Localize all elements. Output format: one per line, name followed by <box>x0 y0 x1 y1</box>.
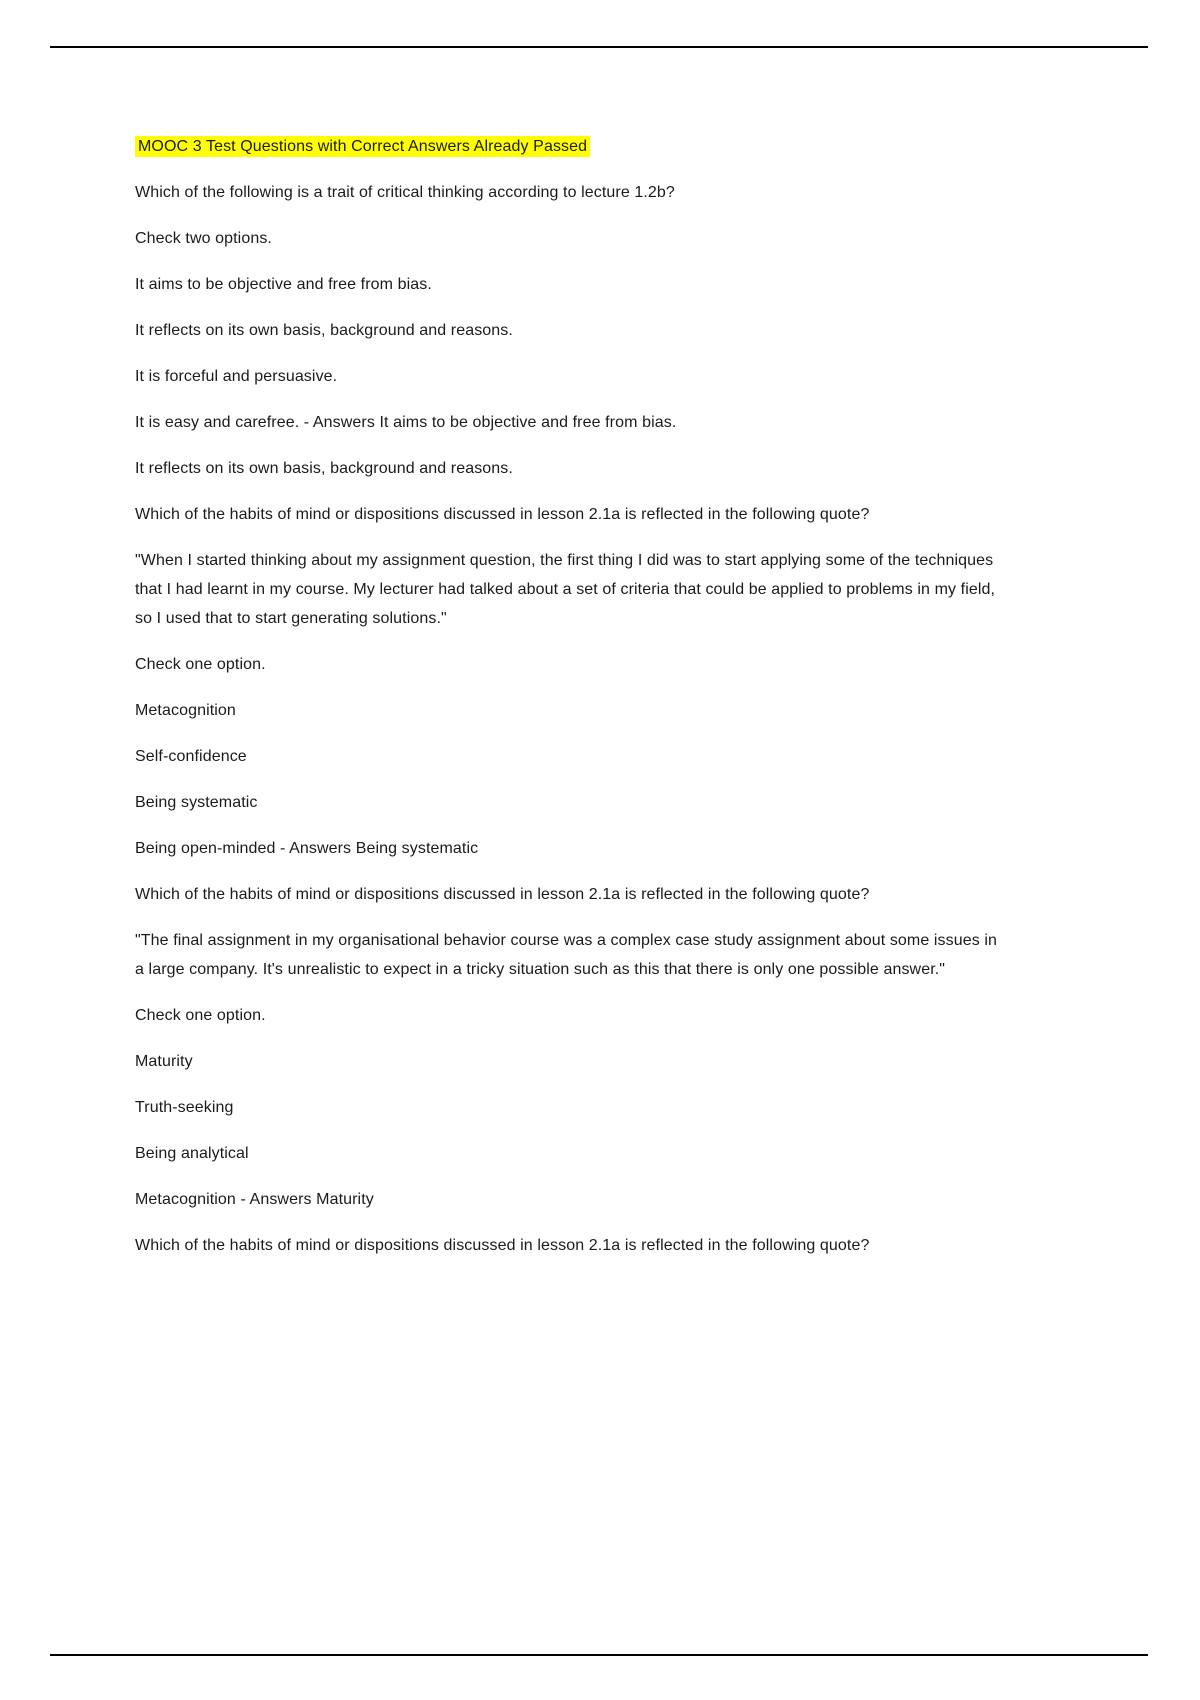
question-1-text: Which of the following is a trait of critical thinking according to lecture 1.2b? <box>135 184 675 201</box>
document-title <box>135 132 1003 161</box>
question-2-option-4-with-answer: Being open-minded - Answers Being systematic <box>135 840 479 857</box>
question-3-option-4-with-answer: Metacognition - Answers Maturity <box>135 1191 374 1208</box>
question-1-option-1: It aims to be objective and free from bias. <box>135 276 432 293</box>
question-2-quote: "When I started thinking about my assignment question, the first thing I did was to start applying some of the techniques that I had learnt in my course. My lecturer had talked about a set of criteria that could be applied to problems in my field, so I used that to start generating solutions." <box>135 552 996 627</box>
question-2-option-3: Being systematic <box>135 794 258 811</box>
page-top-border <box>50 46 1148 48</box>
document-content <box>135 132 1003 1277</box>
question-1-option-3: It is forceful and persuasive. <box>135 368 338 385</box>
question-3-option-3: Being analytical <box>135 1145 249 1162</box>
question-1-answer-continuation: It reflects on its own basis, background and reasons. <box>135 460 513 477</box>
question-3-instruction: Check one option. <box>135 1007 266 1024</box>
question-1-option-2: It reflects on its own basis, background and reasons. <box>135 322 513 339</box>
question-3-quote: "The final assignment in my organisational behavior course was a complex case study assignment about some issues in a large company. It's unrealistic to expect in a tricky situation such as this that there is only one possible answer." <box>135 932 998 978</box>
question-2-instruction: Check one option. <box>135 656 266 673</box>
question-1-option-4-with-answer: It is easy and carefree. - Answers It aims to be objective and free from bias. <box>135 414 677 431</box>
highlighted-title-text: MOOC 3 Test Questions with Correct Answers Already Passed <box>135 136 590 157</box>
question-3-text: Which of the habits of mind or dispositions discussed in lesson 2.1a is reflected in the following quote? <box>135 886 870 903</box>
page-bottom-border <box>50 1654 1148 1656</box>
question-2-option-2: Self-confidence <box>135 748 247 765</box>
question-2-text: Which of the habits of mind or dispositions discussed in lesson 2.1a is reflected in the following quote? <box>135 506 870 523</box>
question-1-instruction: Check two options. <box>135 230 272 247</box>
question-3-option-1: Maturity <box>135 1053 193 1070</box>
question-4-text: Which of the habits of mind or dispositions discussed in lesson 2.1a is reflected in the following quote? <box>135 1237 870 1254</box>
question-3-option-2: Truth-seeking <box>135 1099 234 1116</box>
question-2-option-1: Metacognition <box>135 702 236 719</box>
